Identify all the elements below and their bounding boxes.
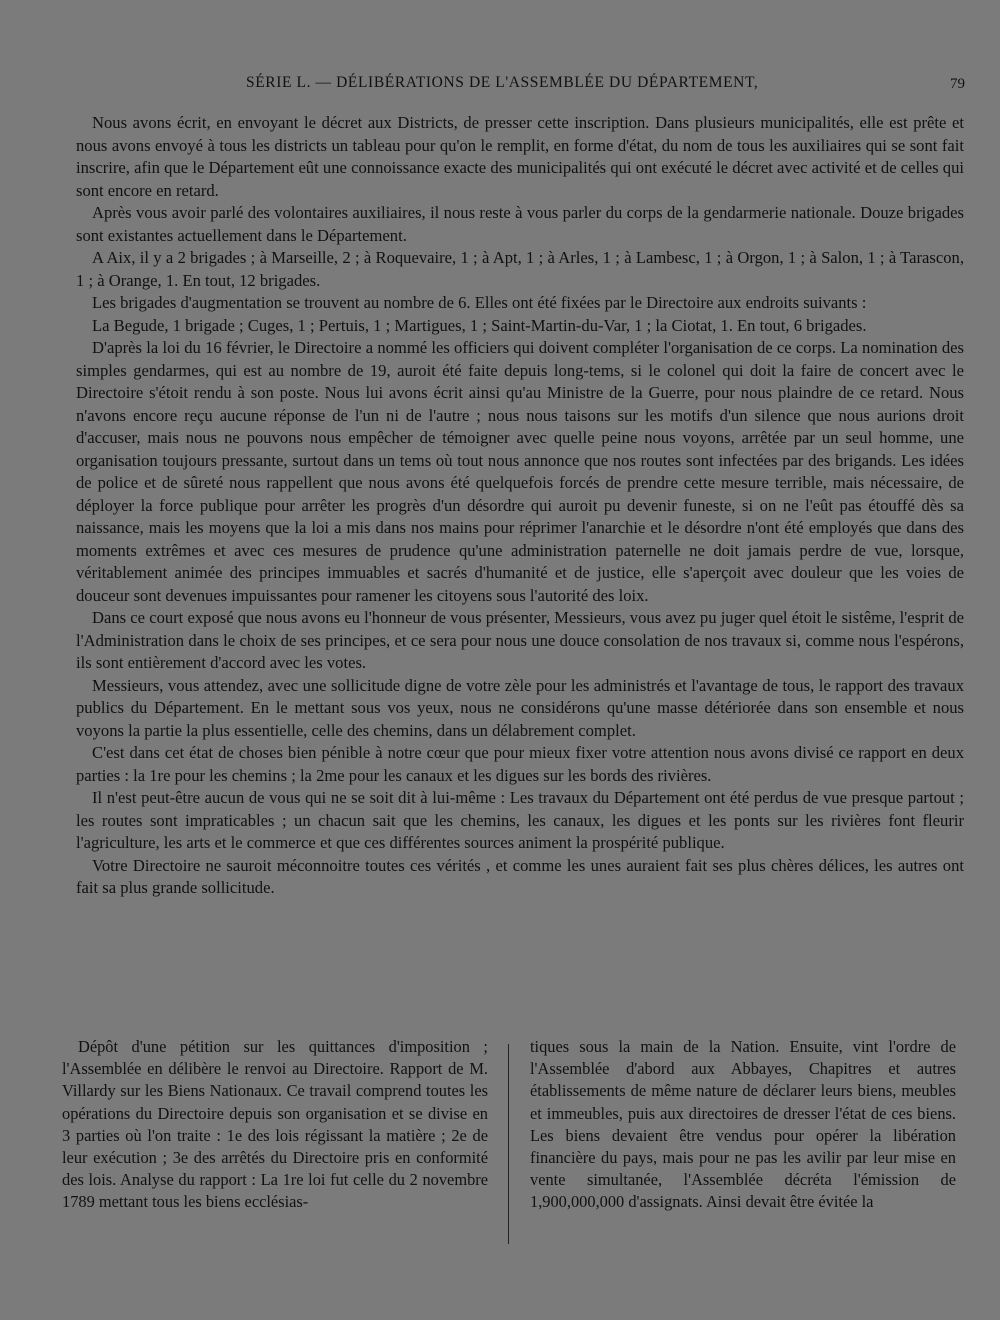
summary-section <box>62 1036 956 1246</box>
paragraph: Il n'est peut-être aucun de vous qui ne se soit dit à lui-même : Les travaux du Département ont été perdus de vue presque partout ; les routes sont impraticables ; un chacun sait que les chemins, les canaux, les digues et les ponts sur les rivières font fleurir l'agriculture, les arts et le commerce et que ces différentes sources animent la prospérité publique. <box>76 788 964 852</box>
paragraph: C'est dans cet état de choses bien pénible à notre cœur que pour mieux fixer votre attention nous avons divisé ce rapport en deux parties : la 1re pour les chemins ; la 2me pour les canaux et les digues sur les bords des rivières. <box>76 743 964 785</box>
body-text <box>76 112 964 900</box>
paragraph: D'après la loi du 16 février, le Directoire a nommé les officiers qui doivent compléter l'organisation de ce corps. La nomination des simples gendarmes, qui est au nombre de 19, auroit été faite depuis long-tems, si le colonel qui doit la faire de concert avec le Directoire s'étoit rendu à son poste. Nous lui avons écrit ainsi qu'au Ministre de la Guerre, pour nous plaindre de ce retard. Nous n'avons encore reçu aucune réponse de l'un ni de l'autre ; nous nous taisons sur les motifs d'un silence que nous aurions droit d'accuser, mais nous ne pouvons nous empêcher de témoigner avec quelle peine nous voyons, arrêtée par un seul homme, une organisation toujours pressante, surtout dans un tems où tout nous annonce que nos routes sont infectées par des brigands. Les idées de police et de sûreté nous rappellent que nous avons été quelquefois forcés de prendre cette mesure terrible, mais nécessaire, de déployer la force publique pour arrêter les progrès d'un désordre qui auroit pu devenir funeste, si on ne l'eût pas étouffé dès sa naissance, mais les moyens que la loi a mis dans nos mains pour réprimer l'anarchie et le désordre n'ont été employés que dans des moments extrêmes et avec ces mesures de prudence qu'une administration paternelle ne doit jamais perdre de vue, lorsque, véritablement animée des principes immuables et sacrés d'humanité et de justice, elle s'aperçoit avec douleur que les voies de douceur sont devenues impuissantes pour ramener les citoyens sous l'autorité des loix. <box>76 338 964 605</box>
paragraph: A Aix, il y a 2 brigades ; à Marseille, 2 ; à Roquevaire, 1 ; à Apt, 1 ; à Arles, 1 ; à Lambesc, 1 ; à Orgon, 1 ; à Salon, 1 ; à Tarascon, 1 ; à Orange, 1. En tout, 12 brigades. <box>76 248 964 290</box>
summary-right-column <box>530 1036 956 1214</box>
paragraph: Dans ce court exposé que nous avons eu l'honneur de vous présenter, Messieurs, vous avez pu juger quel étoit le sistême, l'esprit de l'Administration dans le choix de ses principes, et ce sera pour nous une douce consolation de nos travaux si, comme nous l'espérons, ils sont entièrement d'accord avec les votes. <box>76 608 964 672</box>
column-divider <box>508 1044 509 1244</box>
summary-left-text: Dépôt d'une pétition sur les quittances d'imposition ; l'Assemblée en délibère le renvoi au Directoire. Rapport de M. Villardy sur les Biens Nationaux. Ce travail comprend toutes les opérations du Directoire depuis son organisation et se divise en 3 parties où l'on traite : 1e des lois régissant la matière ; 2e de leur exécution ; 3e des arrêtés du Directoire pris en conformité des lois. Analyse du rapport : La 1re loi fut celle du 2 novembre 1789 mettant tous les biens ecclésias- <box>62 1037 488 1212</box>
paragraph: La Begude, 1 brigade ; Cuges, 1 ; Pertuis, 1 ; Martigues, 1 ; Saint-Martin-du-Var, 1 ; la Ciotat, 1. En tout, 6 brigades. <box>92 315 867 335</box>
running-title: SÉRIE L. — DÉLIBÉRATIONS DE L'ASSEMBLÉE DU DÉPARTEMENT, <box>246 74 759 91</box>
page-header <box>0 74 1000 96</box>
summary-left-column <box>62 1036 488 1214</box>
paragraph: Après vous avoir parlé des volontaires auxiliaires, il nous reste à vous parler du corps de la gendarmerie nationale. Douze brigades sont existantes actuellement dans le Département. <box>76 203 964 245</box>
paragraph: Nous avons écrit, en envoyant le décret aux Districts, de presser cette inscription. Dans plusieurs municipalités, elle est prête et nous avons envoyé à tous les districts un tableau pour qu'on le remplit, en forme d'état, du nom de tous les auxiliaires qui se sont fait inscrire, afin que le Département eût une connoissance exacte des municipalités qui ont exécuté le décret avec activité et de celles qui sont encore en retard. <box>76 113 964 200</box>
paragraph: Messieurs, vous attendez, avec une sollicitude digne de votre zèle pour les administrés et l'avantage de tous, le rapport des travaux publics du Département. En le mettant sous vos yeux, nous ne considérons qu'une masse détériorée dans son ensemble et nous voyons la partie la plus essentielle, celle des chemins, dans un délabrement complet. <box>76 675 964 740</box>
paragraph: Votre Directoire ne sauroit méconnoitre toutes ces vérités , et comme les unes auraient fait ses plus chères délices, les autres ont fait sa plus grande sollicitude. <box>76 855 964 897</box>
summary-right-text: tiques sous la main de la Nation. Ensuite, vint l'ordre de l'Assemblée d'abord aux Abbayes, Chapitres et autres établissements de même nature de déclarer leurs biens, meubles et immeubles, puis aux directoires de dresser l'état de ces biens. Les biens devaient être vendus pour opérer la libération financière du pays, mais pour ne pas les avilir par leur mise en vente simultanée, l'Assemblée décréta l'émission de 1,900,000,000 d'assignats. Ainsi devait être évitée la <box>530 1037 956 1212</box>
paragraph: Les brigades d'augmentation se trouvent au nombre de 6. Elles ont été fixées par le Directoire aux endroits suivants : <box>92 293 867 312</box>
page-number: 79 <box>950 76 965 92</box>
